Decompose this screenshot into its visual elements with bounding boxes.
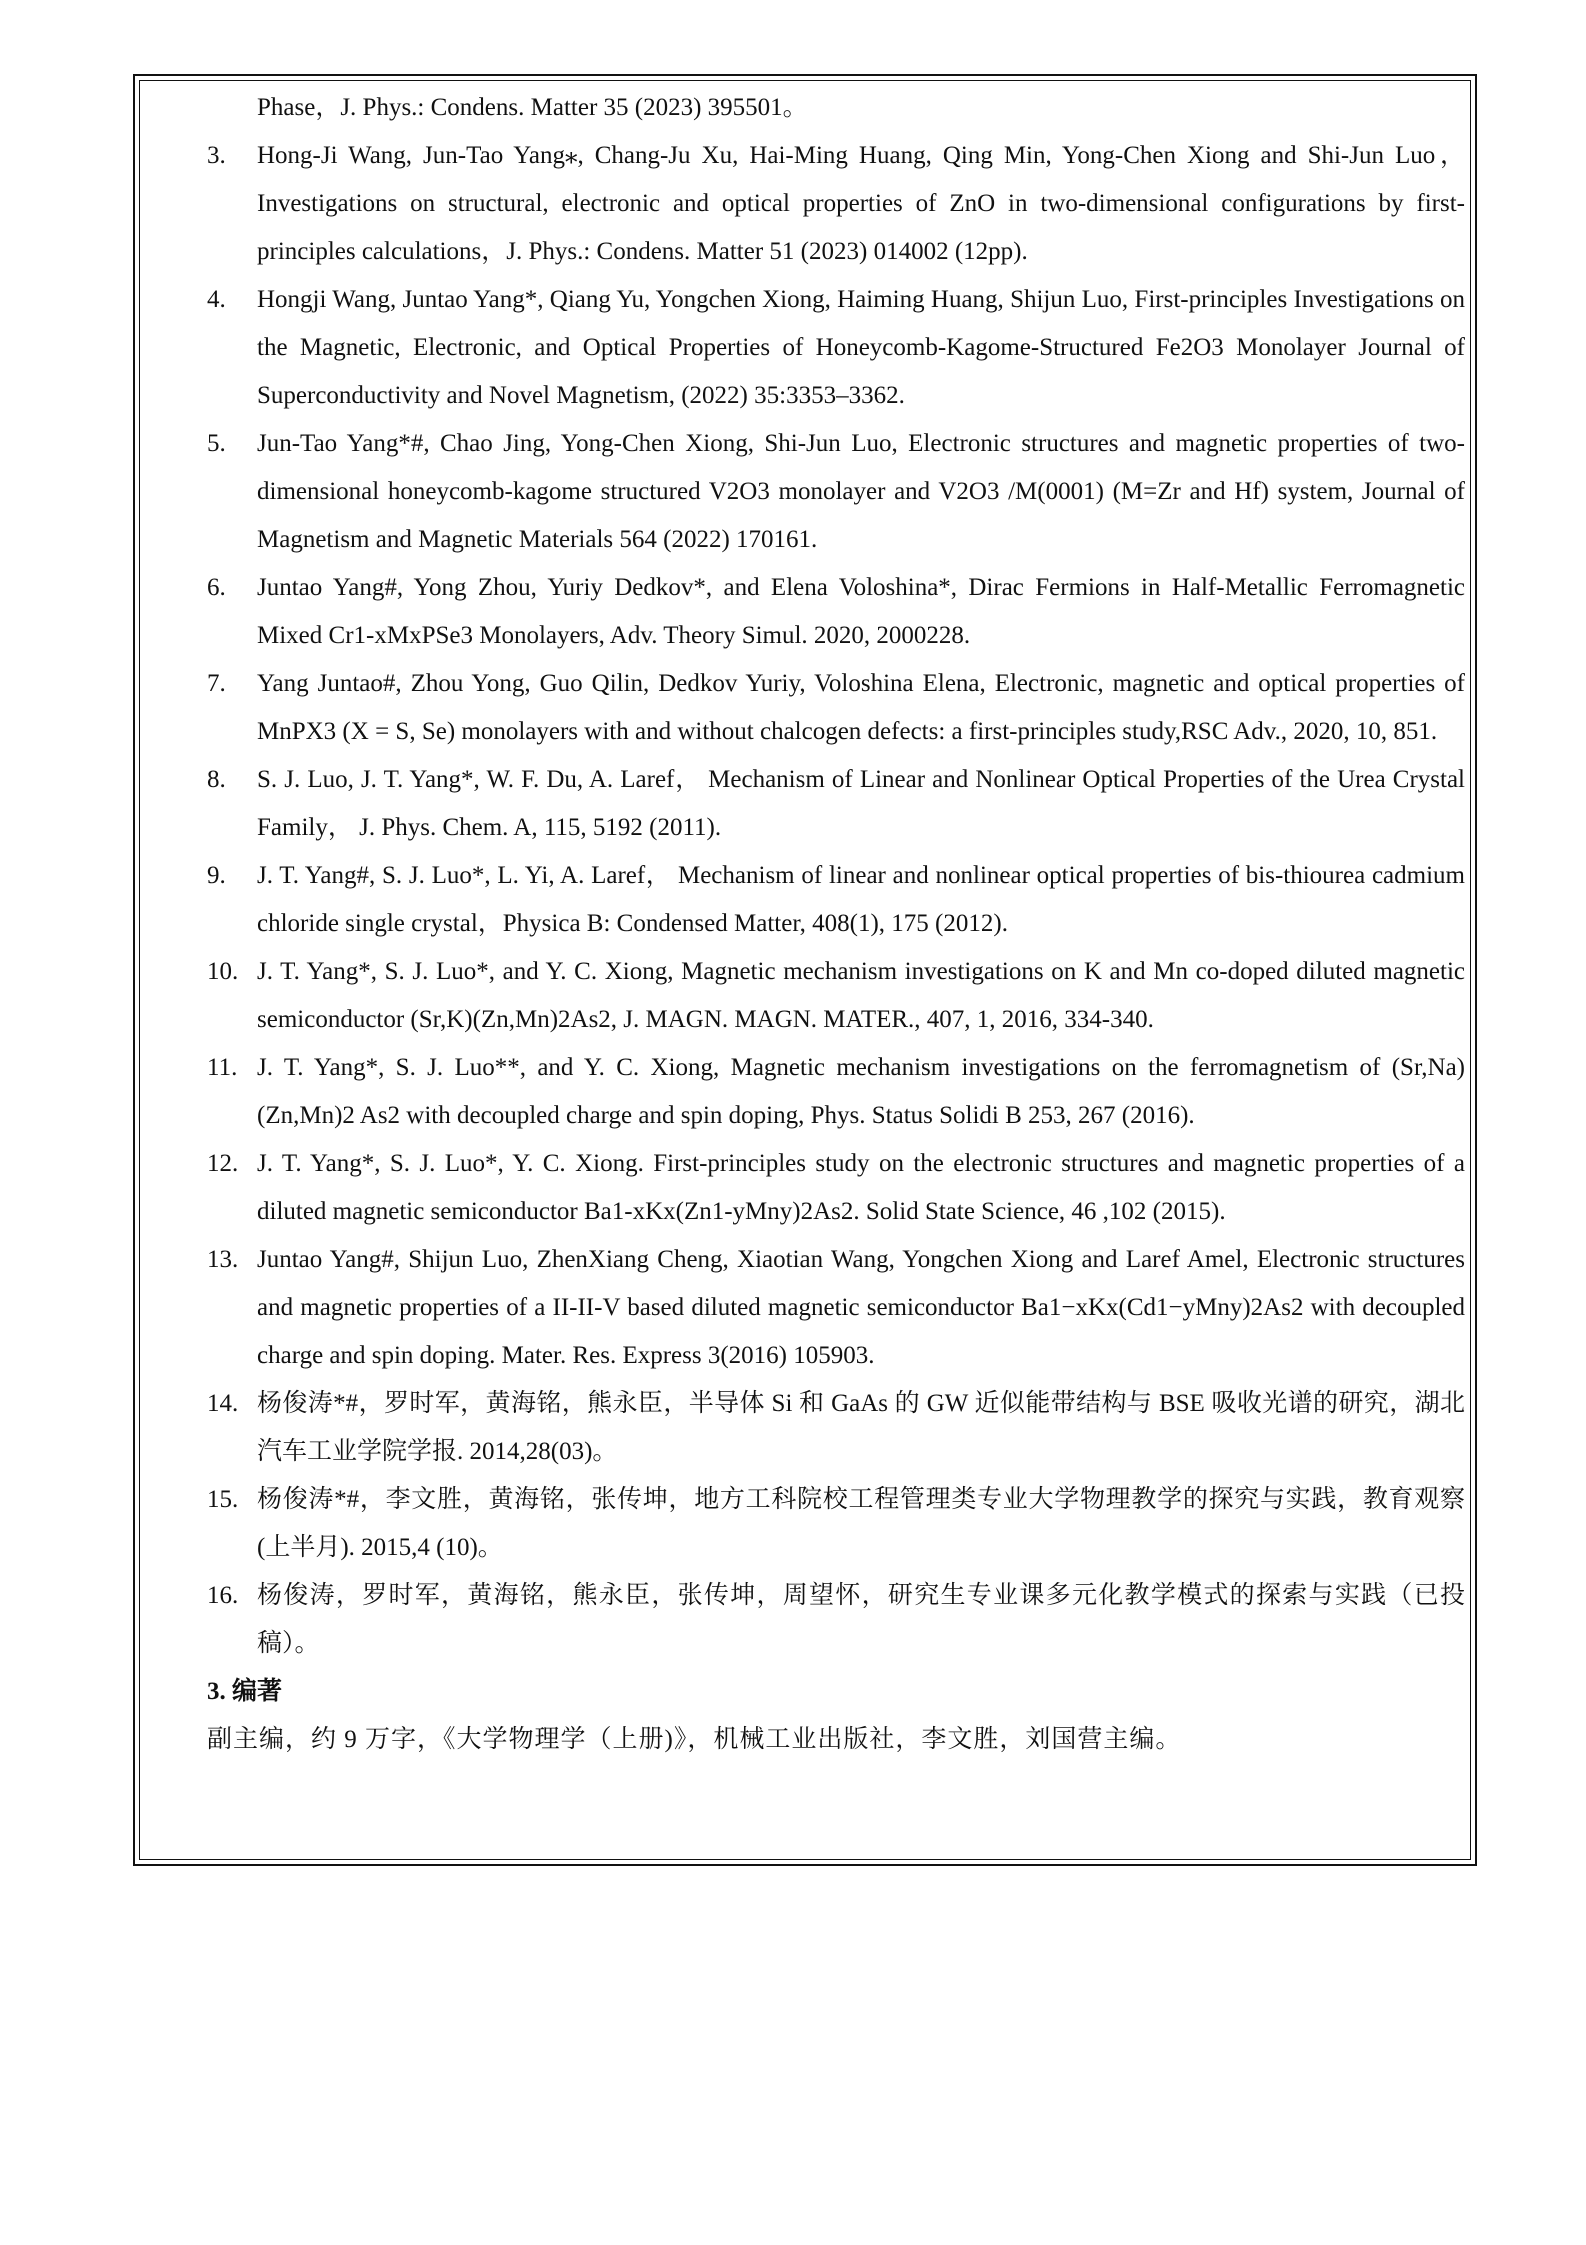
reference-text: J. T. Yang*, S. J. Luo*, and Y. C. Xiong, Magnetic mechanism investigations on K and Mn co-doped diluted magnetic semiconductor (Sr,K)(Zn,Mn)2As2, J. MAGN. MAGN. MATER., 407, 1, 2016, 334-340. [257, 958, 1465, 1033]
document-body [207, 84, 1465, 1764]
reference-text: J. T. Yang*, S. J. Luo**, and Y. C. Xiong, Magnetic mechanism investigations on the ferromagnetism of (Sr,Na)(Zn,Mn)2 As2 with decoupled charge and spin doping, Phys. Status Solidi B 253, 267 (2016). [257, 1054, 1465, 1129]
reference-item [207, 756, 1465, 852]
reference-item [207, 420, 1465, 564]
reference-continuation: Phase，J. Phys.: Condens. Matter 35 (2023) 395501。 [257, 94, 808, 121]
reference-number: 3. [207, 142, 226, 169]
reference-item [207, 1380, 1465, 1476]
reference-number: 14. [207, 1390, 239, 1417]
reference-item [207, 852, 1465, 948]
reference-list [207, 132, 1465, 1668]
reference-number: 12. [207, 1150, 239, 1177]
reference-text: Juntao Yang#, Yong Zhou, Yuriy Dedkov*, and Elena Voloshina*, Dirac Fermions in Half-Metallic Ferromagnetic Mixed Cr1-xMxPSe3 Monolayers, Adv. Theory Simul. 2020, 2000228. [257, 574, 1465, 649]
reference-item [207, 1044, 1465, 1140]
reference-number: 16. [207, 1582, 239, 1609]
reference-text: J. T. Yang#, S. J. Luo*, L. Yi, A. Laref， Mechanism of linear and nonlinear optical properties of bis-thiourea cadmium chloride single crystal，Physica B: Condensed Matter, 408(1), 175 (2012). [257, 862, 1465, 937]
reference-item [207, 276, 1465, 420]
reference-item [207, 564, 1465, 660]
reference-number: 5. [207, 430, 226, 457]
reference-number: 7. [207, 670, 226, 697]
reference-item [207, 1572, 1465, 1668]
reference-number: 8. [207, 766, 226, 793]
reference-text: 杨俊涛*#，罗时军，黄海铭，熊永臣，半导体 Si 和 GaAs 的 GW 近似能带结构与 BSE 吸收光谱的研究，湖北汽车工业学院学报. 2014,28(03)。 [257, 1390, 1465, 1465]
reference-item [207, 1236, 1465, 1380]
reference-text: J. T. Yang*, S. J. Luo*, Y. C. Xiong. First-principles study on the electronic structures and magnetic properties of a diluted magnetic semiconductor Ba1-xKx(Zn1-yMny)2As2. Solid State Science, 46 ,102 (2015). [257, 1150, 1465, 1225]
reference-text: Yang Juntao#, Zhou Yong, Guo Qilin, Dedkov Yuriy, Voloshina Elena, Electronic, magnetic and optical properties of MnPX3 (X = S, Se) monolayers with and without chalcogen defects: a first-principles study,RSC Adv., 2020, 10, 851. [257, 670, 1465, 745]
reference-number: 9. [207, 862, 226, 889]
reference-number: 4. [207, 286, 226, 313]
reference-text: S. J. Luo, J. T. Yang*, W. F. Du, A. Laref， Mechanism of Linear and Nonlinear Optical Properties of the Urea Crystal Family， J. Phys. Chem. A, 115, 5192 (2011). [257, 766, 1465, 841]
reference-text: Hong-Ji Wang, Jun-Tao Yang⁎, Chang-Ju Xu, Hai-Ming Huang, Qing Min, Yong-Chen Xiong and Shi-Jun Luo， Investigations on structural, electronic and optical properties of ZnO in two-dimensional configurations by first-principles calculations，J. Phys.: Condens. Matter 51 (2023) 014002 (12pp). [257, 142, 1465, 265]
section-body: 副主编，约 9 万字，《大学物理学（上册)》，机械工业出版社，李文胜，刘国营主编。 [207, 1726, 1182, 1753]
reference-text: 杨俊涛，罗时军，黄海铭，熊永臣，张传坤，周望怀，研究生专业课多元化教学模式的探索与实践（已投稿）。 [257, 1582, 1465, 1657]
reference-text: Juntao Yang#, Shijun Luo, ZhenXiang Cheng, Xiaotian Wang, Yongchen Xiong and Laref Amel, Electronic structures and magnetic properties of a II-II-V based diluted magnetic semiconductor Ba1−xKx(Cd1−yMny)2As2 with decoupled charge and spin doping. Mater. Res. Express 3(2016) 105903. [257, 1246, 1465, 1369]
reference-number: 10. [207, 958, 239, 985]
reference-number: 13. [207, 1246, 239, 1273]
section-heading: 3. 编著 [207, 1678, 283, 1705]
reference-text: 杨俊涛*#，李文胜，黄海铭，张传坤，地方工科院校工程管理类专业大学物理教学的探究与实践，教育观察(上半月). 2015,4 (10)。 [257, 1486, 1465, 1561]
reference-number: 11. [207, 1054, 238, 1081]
reference-text: Jun-Tao Yang*#, Chao Jing, Yong-Chen Xiong, Shi-Jun Luo, Electronic structures and magnetic properties of two-dimensional honeycomb-kagome structured V2O3 monolayer and V2O3 /M(0001) (M=Zr and Hf) system, Journal of Magnetism and Magnetic Materials 564 (2022) 170161. [257, 430, 1465, 553]
reference-item [207, 132, 1465, 276]
reference-text: Hongji Wang, Juntao Yang*, Qiang Yu, Yongchen Xiong, Haiming Huang, Shijun Luo, First-principles Investigations on the Magnetic, Electronic, and Optical Properties of Honeycomb-Kagome-Structured Fe2O3 Monolayer Journal of Superconductivity and Novel Magnetism, (2022) 35:3353–3362. [257, 286, 1465, 409]
reference-item [207, 1476, 1465, 1572]
reference-number: 15. [207, 1486, 239, 1513]
reference-number: 6. [207, 574, 226, 601]
reference-item [207, 948, 1465, 1044]
reference-item [207, 1140, 1465, 1236]
reference-item [207, 660, 1465, 756]
